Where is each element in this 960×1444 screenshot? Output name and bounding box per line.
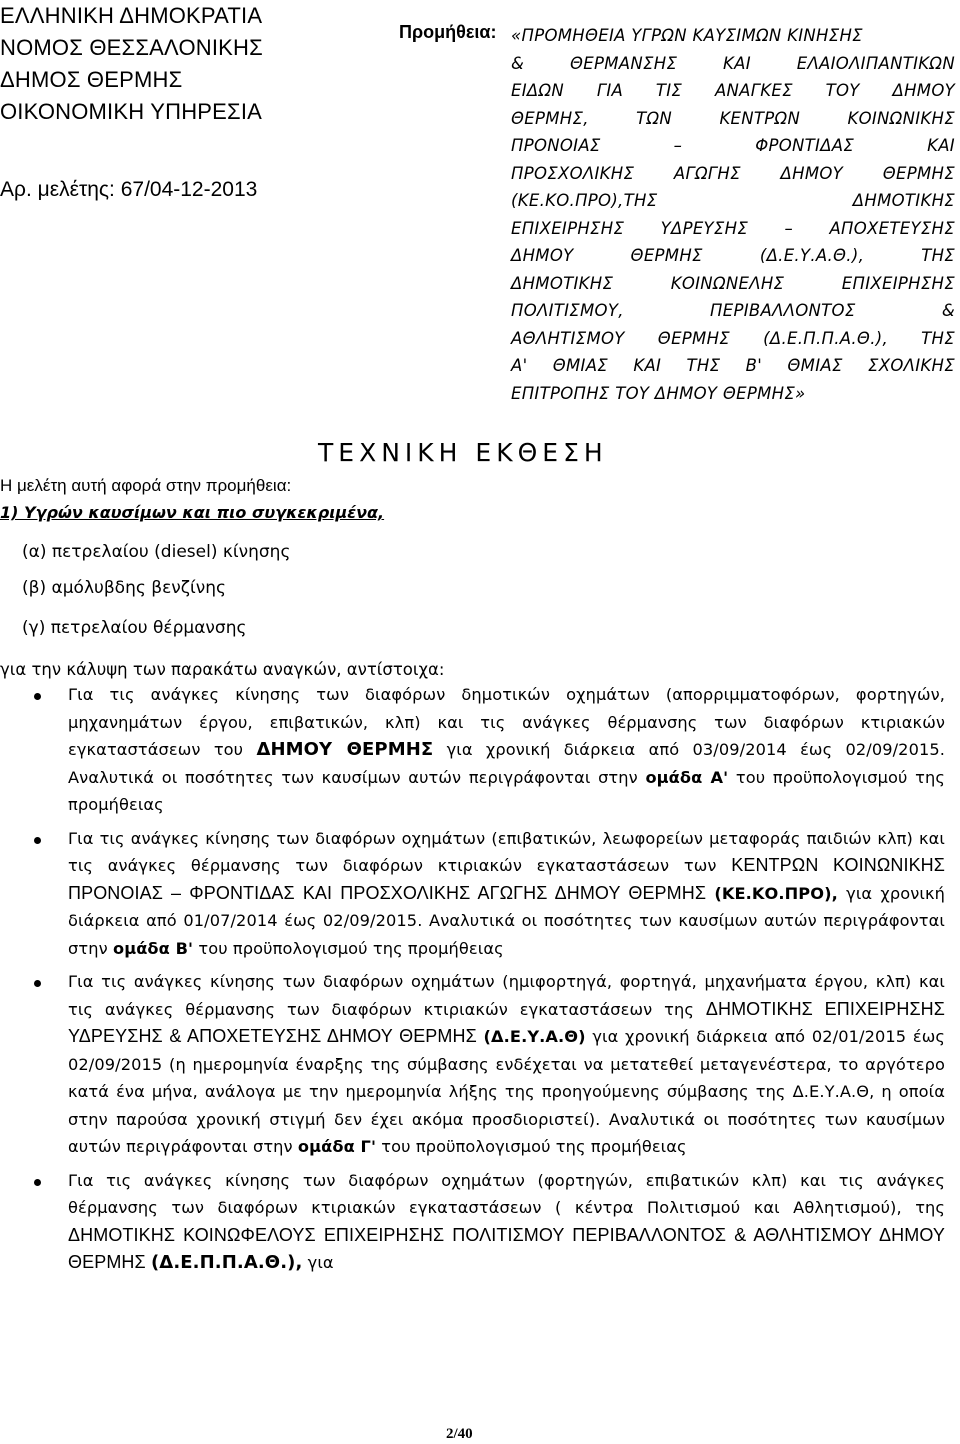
procurement-title-line: ΕΠΙΤΡΟΠΗΣ ΤΟΥ ΔΗΜΟΥ ΘΕΡΜΗΣ»	[511, 383, 806, 403]
report-title: ΤΕΧΝΙΚΗ ΕΚΘΕΣΗ	[318, 438, 608, 467]
subitem-diesel: (α) πετρελαίου (diesel) κίνησης	[22, 542, 291, 562]
bullet-icon	[34, 837, 41, 844]
header-line-country: ΕΛΛΗΝΙΚΗ ΔΗΜΟΚΡΑΤΙΑ	[0, 3, 263, 28]
subitem-heating-oil: (γ) πετρελαίου θέρμανσης	[22, 618, 247, 638]
report-intro: Η μελέτη αυτή αφορά στην προμήθεια:	[0, 476, 292, 495]
list-item-text: Για τις ανάγκες κίνησης των διαφόρων δημοτικών οχημάτων (απορριμματοφόρων, φορτηγών, μηχανημάτων έργου, επιβατικών, κλπ) και τις ανάγκες θέρμανσης των διαφόρων κτιριακών εγκαταστάσεων του ΔΗΜΟΥ ΘΕΡΜΗΣ για χρονική διάρκεια από 03/09/2014 έως 02/09/2015. Αναλυτικά οι ποσότητες των καυσίμων αυτών περιγράφονται στην ομάδα Α' του προϋπολογισμού της προμήθειας	[68, 685, 946, 814]
list-item-text: Για τις ανάγκες κίνησης των διαφόρων οχημάτων (φορτηγών, επιβατικών κλπ) και τις ανάγκες θέρμανσης των διαφόρων κτιριακών εγκαταστάσεων ( κέντρα Πολιτισμού και Αθλητισμού), της ΔΗΜΟΤΙΚΗΣ ΚΟΙΝΩΦΕΛΟΥΣ ΕΠΙΧΕΙΡΗΣΗΣ ΠΟΛΙΤΙΣΜΟΥ ΠΕΡΙΒΑΛΛΟΝΤΟΣ & ΑΘΛΗΤΙΣΜΟΥ ΔΗΜΟΥ ΘΕΡΜΗΣ (Δ.Ε.Π.Π.Α.Θ.), για	[68, 1170, 945, 1273]
list-item	[0, 825, 960, 963]
procurement-title-line: Α' ΘΜΙΑΣ ΚΑΙ ΤΗΣ Β' ΘΜΙΑΣ ΣΧΟΛΙΚΗΣ	[511, 356, 955, 375]
procurement-title-line: ΕΙΔΩΝ ΓΙΑ ΤΙΣ ΑΝΑΓΚΕΣ ΤΟΥ ΔΗΜΟΥ	[511, 81, 955, 100]
list-item	[0, 1167, 960, 1277]
procurement-title-line: ΑΘΛΗΤΙΣΜΟΥ ΘΕΡΜΗΣ (Δ.Ε.Π.Π.Α.Θ.), ΤΗΣ	[511, 328, 955, 348]
procurement-title-line: (ΚΕ.ΚΟ.ΠΡΟ),ΤΗΣ ΔΗΜΟΤΙΚΗΣ	[511, 191, 955, 210]
list-item-text: Για τις ανάγκες κίνησης των διαφόρων οχημάτων (ημιφορτηγά, φορτηγά, μηχανήματα έργου, κλπ) και τις ανάγκες θέρμανσης των διαφόρων κτιριακών εγκαταστάσεων της ΔΗΜΟΤΙΚΗΣ ΕΠΙΧΕΙΡΗΣΗΣ ΥΔΡΕΥΣΗΣ & ΑΠΟΧΕΤΕΥΣΗΣ ΔΗΜΟΥ ΘΕΡΜΗΣ (Δ.Ε.Υ.Α.Θ) για χρονική διάρκεια από 02/01/2015 έως 02/09/2015 (η ημερομηνία έναρξης της σύμβασης ενδέχεται να μετατεθεί μεταγενέστερα, το αργότερο κατά ένα μήνα, ανάλογα με την ημερομηνία λήξης της προηγούμενης σύμβασης της Δ.Ε.Υ.Α.Θ, η οποία στην παρούσα χρονική στιγμή δεν έχει ακόμα προσδιοριστεί). Αναλυτικά οι ποσότητες των καυσίμων αυτών περιγράφονται στην ομάδα Γ' του προϋπολογισμού της προμήθειας	[68, 972, 945, 1156]
procurement-title	[511, 22, 955, 407]
procurement-label: Προμήθεια:	[399, 22, 497, 42]
study-number: Αρ. μελέτης: 67/04-12-2013	[0, 178, 258, 201]
header-line-prefecture: ΝΟΜΟΣ ΘΕΣΣΑΛΟΝΙΚΗΣ	[0, 35, 263, 60]
header-line-municipality: ΔΗΜΟΣ ΘΕΡΜΗΣ	[0, 67, 183, 92]
bullet-icon	[34, 980, 41, 987]
procurement-title-line: ΔΗΜΟΤΙΚΗΣ ΚΟΙΝΩΝΕΛΗΣ ΕΠΙΧΕΙΡΗΣΗΣ	[511, 273, 955, 293]
procurement-title-line: «ΠΡΟΜΗΘΕΙΑ ΥΓΡΩΝ ΚΑΥΣΙΜΩΝ ΚΙΝΗΣΗΣ	[511, 26, 863, 45]
page-number: 2/40	[446, 1426, 473, 1442]
list-item	[0, 968, 960, 1161]
procurement-title-line: ΘΕΡΜΗΣ, ΤΩΝ ΚΕΝΤΡΩΝ ΚΟΙΝΩΝΙΚΗΣ	[511, 108, 955, 128]
subitem-unleaded: (β) αμόλυβδης βενζίνης	[22, 578, 227, 598]
procurement-title-line: ΠΡΟΣΧΟΛΙΚΗΣ ΑΓΩΓΗΣ ΔΗΜΟΥ ΘΕΡΜΗΣ	[511, 163, 955, 183]
procurement-title-line: & ΘΕΡΜΑΝΣΗΣ ΚΑΙ ΕΛΑΙΟΛΙΠΑΝΤΙΚΩΝ	[511, 53, 955, 73]
header-left	[0, 0, 380, 128]
item-1-heading: 1) Υγρών καυσίμων και πιο συγκεκριμένα,	[0, 503, 385, 522]
procurement-title-line: ΠΟΛΙΤΙΣΜΟΥ, ΠΕΡΙΒΑΛΛΟΝΤΟΣ &	[511, 301, 955, 320]
list-item-text: Για τις ανάγκες κίνησης των διαφόρων οχημάτων (επιβατικών, λεωφορείων μεταφοράς παιδιών κλπ) και τις ανάγκες θέρμανσης των διαφόρων κτιριακών εγκαταστάσεων των ΚΕΝΤΡΩΝ ΚΟΙΝΩΝΙΚΗΣ ΠΡΟΝΟΙΑΣ – ΦΡΟΝΤΙΔΑΣ ΚΑΙ ΠΡΟΣΧΟΛΙΚΗΣ ΑΓΩΓΗΣ ΔΗΜΟΥ ΘΕΡΜΗΣ (ΚΕ.ΚΟ.ΠΡΟ), για χρονική διάρκεια από 01/07/2014 έως 02/09/2015. Αναλυτικά οι ποσότητες των καυσίμων αυτών περιγράφονται στην ομάδα Β' του προϋπολογισμού της προμήθειας	[68, 828, 946, 958]
bullet-icon	[34, 1179, 41, 1186]
list-item	[0, 681, 960, 819]
procurement-title-line: ΔΗΜΟΥ ΘΕΡΜΗΣ (Δ.Ε.Υ.Α.Θ.), ΤΗΣ	[511, 246, 955, 265]
needs-intro: για την κάλυψη των παρακάτω αναγκών, αντίστοιχα:	[0, 660, 445, 679]
header-line-department: ΟΙΚΟΝΟΜΙΚΗ ΥΠΗΡΕΣΙΑ	[0, 99, 263, 124]
procurement-title-line: ΕΠΙΧΕΙΡΗΣΗΣ ΥΔΡΕΥΣΗΣ – ΑΠΟΧΕΤΕΥΣΗΣ	[511, 218, 955, 238]
bullet-icon	[34, 693, 41, 700]
procurement-title-line: ΠΡΟΝΟΙΑΣ – ΦΡΟΝΤΙΔΑΣ ΚΑΙ	[511, 136, 955, 155]
needs-list	[0, 681, 960, 1283]
